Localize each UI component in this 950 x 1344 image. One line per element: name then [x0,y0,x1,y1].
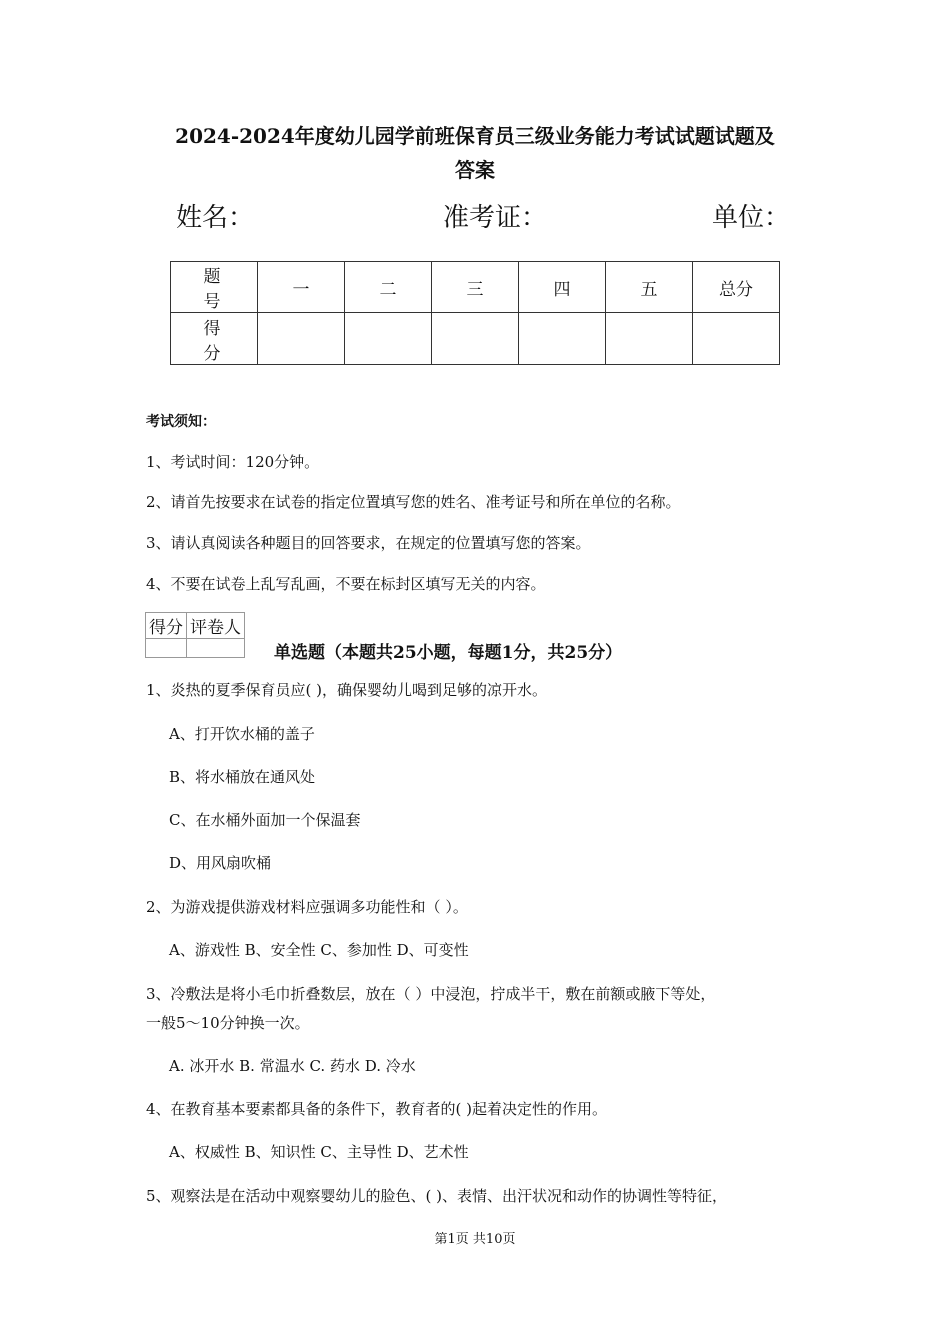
page-title-line1: 2024-2024年度幼儿园学前班保育员三级业务能力考试试题试题及 [175,124,775,148]
notice-item-1: 1、考试时间：120分钟。 [146,453,320,471]
score-table-header-total: 总分 [693,262,780,313]
question-3-line1: 3、冷敷法是将小毛巾折叠数层，放在（ ）中浸泡，拧成半干，敷在前额或腋下等处， [146,985,716,1003]
notice-item-2: 2、请首先按要求在试卷的指定位置填写您的姓名、准考证号和所在单位的名称。 [146,493,681,511]
question-4: 4、在教育基本要素都具备的条件下，教育者的( )起着决定性的作用。 [146,1100,608,1118]
score-cell-total [693,313,780,365]
question-3-options: A. 冰开水 B. 常温水 C. 药水 D. 冷水 [169,1057,416,1075]
question-5: 5、观察法是在活动中观察婴幼儿的脸色、( )、表情、出汗状况和动作的协调性等特征， [146,1187,728,1205]
question-3-line2: 一般5～10分钟换一次。 [146,1014,310,1032]
notice-item-3: 3、请认真阅读各种题目的回答要求，在规定的位置填写您的答案。 [146,534,591,552]
notice-heading: 考试须知： [146,414,216,430]
score-table-row-label: 得 分 [171,313,258,365]
name-label: 姓名： [176,203,255,233]
section-title: 单选题（本题共25小题，每题1分，共25分） [274,643,623,663]
question-1-option-b: B、将水桶放在通风处 [169,768,316,786]
score-table [170,261,780,365]
question-1-option-a: A、打开饮水桶的盖子 [169,725,315,743]
question-2-options: A、游戏性 B、安全性 C、参加性 D、可变性 [169,941,469,959]
question-1: 1、炎热的夏季保育员应( )，确保婴幼儿喝到足够的凉开水。 [146,681,548,699]
score-table-header-label: 题 号 [171,262,258,313]
grader-score-cell [146,639,187,658]
grader-score-label: 得分 [146,613,187,639]
question-4-options: A、权威性 B、知识性 C、主导性 D、艺术性 [169,1143,469,1161]
score-cell-1 [258,313,345,365]
score-cell-5 [606,313,693,365]
grader-reviewer-cell [187,639,245,658]
question-1-option-c: C、在水桶外面加一个保温套 [169,811,361,829]
score-table-header-3: 三 [432,262,519,313]
question-1-option-d: D、用风扇吹桶 [169,854,272,872]
exam-number-label: 准考证： [443,203,548,233]
grader-box [145,612,245,658]
page-footer: 第1页 共10页 [434,1232,516,1247]
score-cell-4 [519,313,606,365]
score-table-header-4: 四 [519,262,606,313]
score-table-header-1: 一 [258,262,345,313]
unit-label: 单位： [712,203,791,233]
question-2: 2、为游戏提供游戏材料应强调多功能性和（ ）。 [146,898,468,916]
notice-item-4: 4、不要在试卷上乱写乱画，不要在标封区填写无关的内容。 [146,575,546,593]
score-cell-2 [345,313,432,365]
grader-reviewer-label: 评卷人 [187,613,245,639]
score-table-header-5: 五 [606,262,693,313]
score-cell-3 [432,313,519,365]
page-title-line2: 答案 [455,158,495,182]
score-table-header-2: 二 [345,262,432,313]
